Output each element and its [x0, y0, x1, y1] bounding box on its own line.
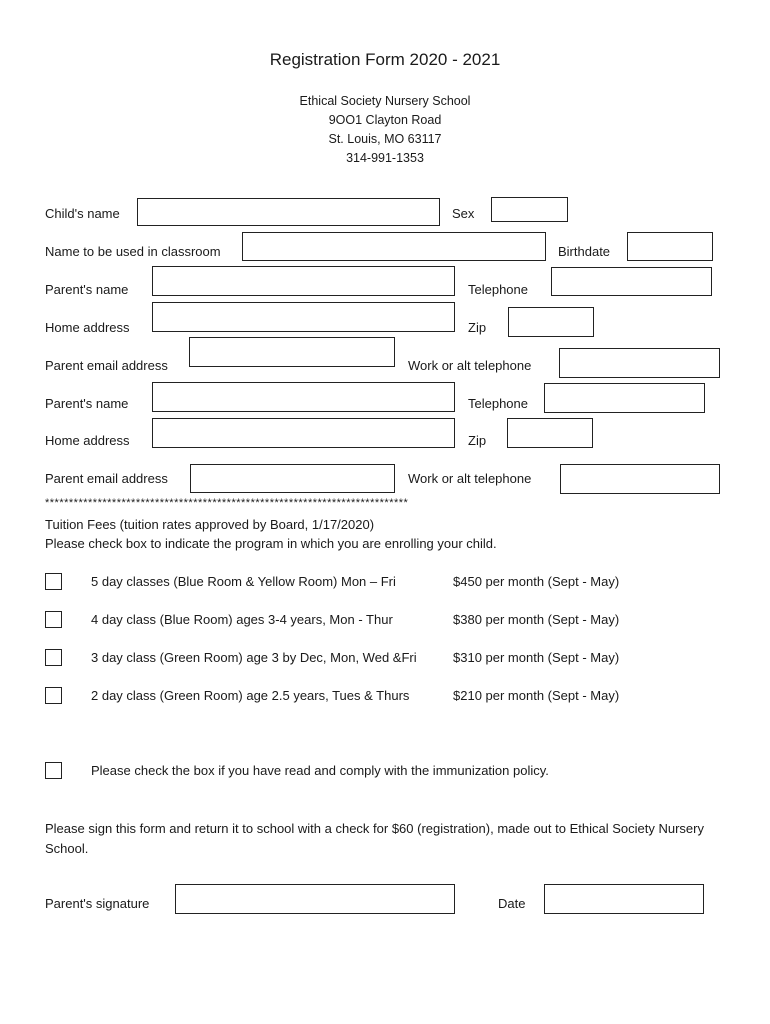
date-input[interactable] — [544, 884, 704, 914]
program-checkbox-4day[interactable] — [45, 611, 62, 628]
parent2-email-input[interactable] — [190, 464, 395, 493]
parent2-name-input[interactable] — [152, 382, 455, 412]
classroom-name-input[interactable] — [242, 232, 546, 261]
sex-input[interactable] — [491, 197, 568, 222]
program-checkbox-3day[interactable] — [45, 649, 62, 666]
birthdate-input[interactable] — [627, 232, 713, 261]
immunization-checkbox[interactable] — [45, 762, 62, 779]
parent2-work-phone-label: Work or alt telephone — [408, 471, 532, 486]
immunization-label: Please check the box if you have read and comply with the immunization policy. — [91, 763, 549, 778]
child-name-label: Child's name — [45, 206, 120, 221]
birthdate-label: Birthdate — [558, 244, 611, 259]
program-label-5day: 5 day classes (Blue Room & Yellow Room) Mon – Fri — [91, 574, 396, 589]
parent2-email-label: Parent email address — [45, 471, 168, 486]
school-city: St. Louis, MO 63117 — [328, 132, 442, 146]
return-instructions: Please sign this form and return it to school with a check for $60 (registration), made out to Ethical Society Nursery School. — [45, 821, 704, 856]
date-label: Date — [498, 896, 526, 911]
tuition-instruction: Please check box to indicate the program in which you are enrolling your child. — [45, 536, 497, 551]
parent1-address-label: Home address — [45, 320, 130, 335]
parent1-work-phone-input[interactable] — [559, 348, 720, 378]
parent2-zip-input[interactable] — [507, 418, 593, 448]
parent1-zip-input[interactable] — [508, 307, 594, 337]
separator: **************************************************************************** — [45, 497, 409, 509]
parent2-telephone-input[interactable] — [544, 383, 705, 413]
parent2-work-phone-input[interactable] — [560, 464, 720, 494]
parent2-telephone-label: Telephone — [468, 396, 528, 411]
parent1-name-label: Parent's name — [45, 282, 129, 297]
parent1-email-label: Parent email address — [45, 358, 168, 373]
child-name-input[interactable] — [137, 198, 440, 226]
parent1-work-phone-label: Work or alt telephone — [408, 358, 532, 373]
parent2-zip-label: Zip — [468, 433, 487, 448]
program-checkbox-5day[interactable] — [45, 573, 62, 590]
parent-signature-input[interactable] — [175, 884, 455, 914]
parent2-address-label: Home address — [45, 433, 130, 448]
tuition-heading: Tuition Fees (tuition rates approved by Board, 1/17/2020) — [45, 517, 375, 532]
program-price-3day: $310 per month (Sept - May) — [453, 650, 620, 665]
program-price-2day: $210 per month (Sept - May) — [453, 688, 620, 703]
program-label-4day: 4 day class (Blue Room) ages 3-4 years, Mon - Thur — [91, 612, 393, 627]
program-label-3day: 3 day class (Green Room) age 3 by Dec, Mon, Wed &Fri — [91, 650, 417, 665]
school-name: Ethical Society Nursery School — [299, 94, 471, 108]
program-price-5day: $450 per month (Sept - May) — [453, 574, 620, 589]
parent1-telephone-input[interactable] — [551, 267, 712, 296]
parent2-name-label: Parent's name — [45, 396, 129, 411]
parent1-email-input[interactable] — [189, 337, 395, 367]
parent1-name-input[interactable] — [152, 266, 455, 296]
parent1-address-input[interactable] — [152, 302, 455, 332]
parent1-zip-label: Zip — [468, 320, 487, 335]
parent2-address-input[interactable] — [152, 418, 455, 448]
classroom-name-label: Name to be used in classroom — [45, 244, 221, 259]
sex-label: Sex — [452, 206, 475, 221]
parent1-telephone-label: Telephone — [468, 282, 528, 297]
program-checkbox-2day[interactable] — [45, 687, 62, 704]
school-street: 9OO1 Clayton Road — [328, 113, 442, 127]
parent-signature-label: Parent's signature — [45, 896, 150, 911]
school-phone: 314-991-1353 — [346, 151, 424, 165]
program-label-2day: 2 day class (Green Room) age 2.5 years, Tues & Thurs — [91, 688, 410, 703]
program-price-4day: $380 per month (Sept - May) — [453, 612, 620, 627]
form-title: Registration Form 2020 - 2021 — [269, 50, 501, 69]
